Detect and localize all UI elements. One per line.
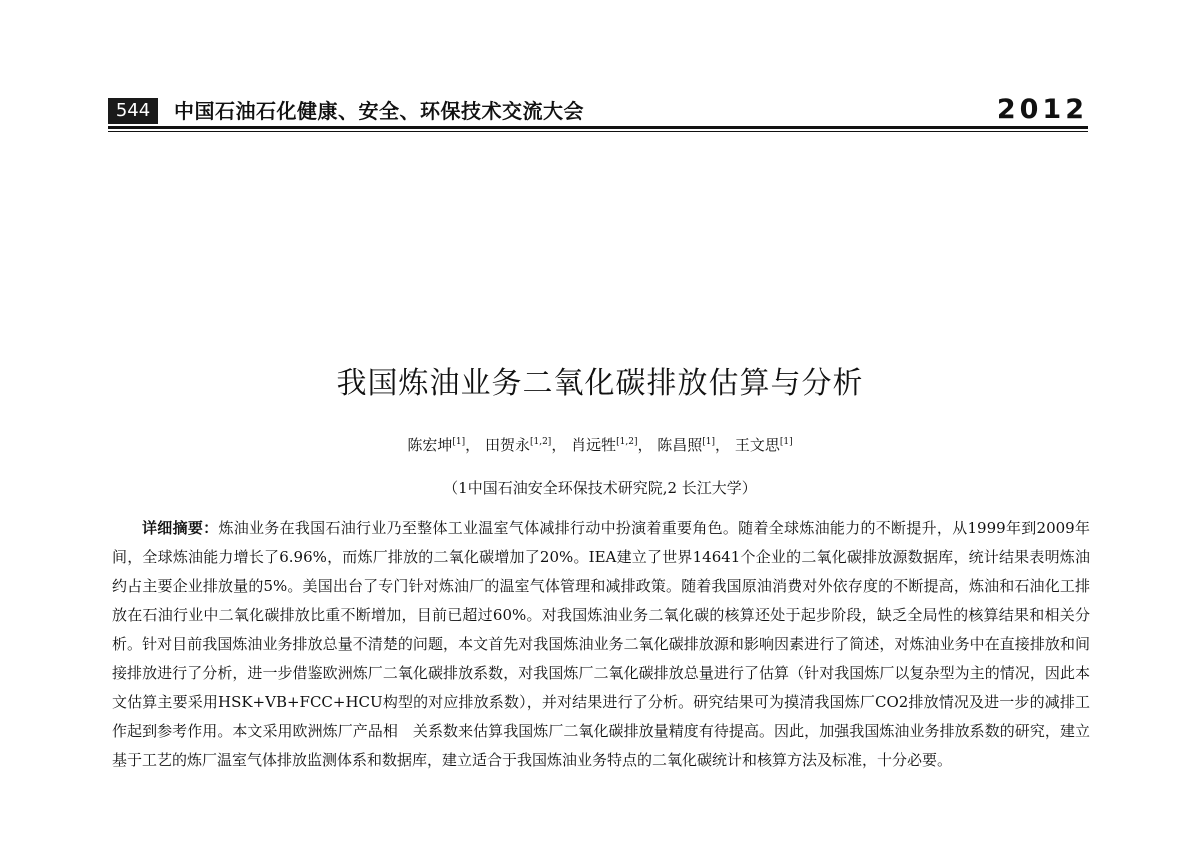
header-rule-thin [108,131,1088,132]
author-separator: ， [551,436,567,454]
author-name: 肖远牲 [571,436,617,454]
running-header [108,96,1088,128]
author-name: 王文思 [734,436,780,454]
paper-title: 我国炼油业务二氧化碳排放估算与分析 [336,366,864,401]
author-affiliation-mark: [1] [452,437,466,447]
author-affiliation-mark: [1] [779,437,793,447]
header-year: 2012 [996,94,1088,125]
abstract-label: 详细摘要： [142,519,219,537]
author-line [0,432,1200,458]
affiliation-line: （1中国石油安全环保技术研究院,2 长江大学） [443,479,757,497]
author-name: 陈宏坤 [407,436,453,454]
header-rule-thick [108,126,1088,129]
author-separator: ， [465,436,481,454]
author-affiliation-mark: [1,2] [529,437,552,447]
abstract-text: 炼油业务在我国石油行业乃至整体工业温室气体减排行动中扮演着重要角色。随着全球炼油能力的不断提升，从1999年到2009年间，全球炼油能力增长了6.96%，而炼厂排放的二氧化碳增加了20%。IEA建立了世界14641个企业的二氧化碳排放源数据库，统计结果表明炼油约占主要企业排放量的5%。美国出台了专门针对炼油厂的温室气体管理和减排政策。随着我国原油消费对外依存度的不断提高，炼油和石油化工排放在石油行业中二氧化碳排放比重不断增加，目前已超过60%。对我国炼油业务二氧化碳的核算还处于起步阶段，缺乏全局性的核算结果和相关分析。针对目前我国炼油业务排放总量不清楚的问题，本文首先对我国炼油业务二氧化碳排放源和影响因素进行了简述，对炼油业务中在直接排放和间接排放进行了分析，进一步借鉴欧洲炼厂二氧化碳排放系数，对我国炼厂二氧化碳排放总量进行了估算（针对我国炼厂以复杂型为主的情况，因此本文估算主要采用HSK+VB+FCC+HCU构型的对应排放系数），并对结果进行了分析。研究结果可为摸清我国炼厂CO2排放情况及进一步的减排工作起到参考作用。本文采用欧洲炼厂产品相 关系数来估算我国炼厂二氧化碳排放量精度有待提高。因此，加强我国炼油业务排放系数的研究，建立基于工艺的炼厂温室气体排放监测体系和数据库，建立适合于我国炼油业务特点的二氧化碳统计和核算方法及标准，十分必要。 [112,519,1090,769]
author-affiliation-mark: [1] [702,437,716,447]
author-name: 田贺永 [484,436,530,454]
conference-name: 中国石油石化健康、安全、环保技术交流大会 [174,99,584,123]
abstract-paragraph [112,514,1090,775]
page-number: 544 [108,98,158,124]
author-separator: ， [637,436,653,454]
author-separator: ， [715,436,731,454]
author-name: 陈昌照 [657,436,703,454]
author-affiliation-mark: [1,2] [616,437,638,447]
